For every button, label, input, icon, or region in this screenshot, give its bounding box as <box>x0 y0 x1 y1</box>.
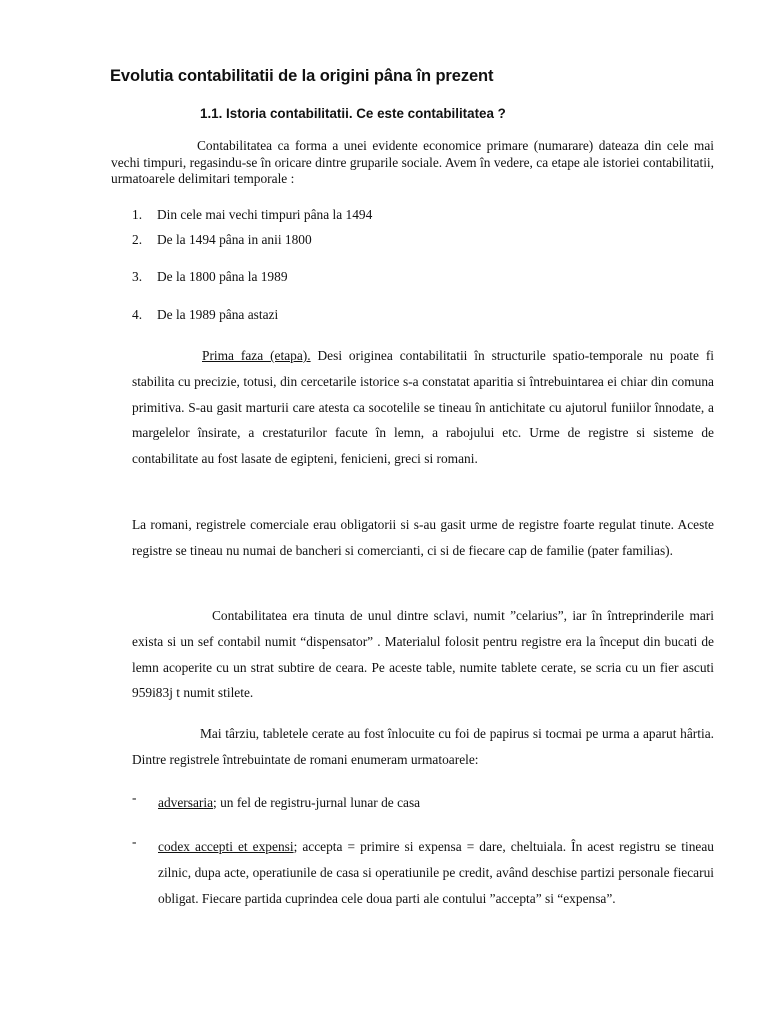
bullet-description: ; accepta = primire si expensa = dare, cheltuiala. În acest registru se tineau zilnic, dupa acte, operatiunile de casa si operatiunile pe credit, având deschise partizi personale fiecarui obligat. Fiecare partida cuprindea cele doua parti ale contului ”accepta” si “expensa”. <box>158 839 714 906</box>
bullet-text <box>158 790 714 816</box>
list-text: Din cele mai vechi timpuri pâna la 1494 <box>157 207 373 222</box>
intro-text: Contabilitatea ca forma a unei evidente economice primare (numarare) dateaza din cele mai vechi timpuri, regasindu-se în oricare dintre gruparile sociale. Avem în vedere, ca etape ale istoriei contabilitatii, urmatoarele delimitari temporale : <box>111 138 714 186</box>
paragraph-text: Contabilitatea era tinuta de unul dintre sclavi, numit ”celarius”, iar în întreprinderile mari exista si un sef contabil numit “dispensator” . Materialul folosit pentru registre era la început din bucati de lemn acoperite cu un strat subtire de ceara. Pe aceste table, numite tablete cerate, se scria cu un fier ascuti 959i83j t numit stilete. <box>132 608 714 701</box>
dash-marker: - <box>132 834 137 849</box>
paragraph-celarius <box>132 603 714 706</box>
paragraph-text: Mai târziu, tabletele cerate au fost înlocuite cu foi de papirus si tocmai pe urma a aparut hârtia. Dintre registrele întrebuintate de romani enumeram urmatoarele: <box>132 726 714 767</box>
list-item <box>132 307 278 323</box>
paragraph-lead: Prima faza (etapa). <box>202 348 311 363</box>
list-text: De la 1989 pâna astazi <box>157 307 279 322</box>
list-number: 1. <box>132 207 143 222</box>
bullet-description: ; un fel de registru-jurnal lunar de casa <box>213 795 421 810</box>
list-item <box>132 232 312 248</box>
paragraph-text: La romani, registrele comerciale erau obligatorii si s-au gasit urme de registre foarte regulat tinute. Aceste registre se tineau nu numai de bancheri si comercianti, ci si de fiecare cap de familie (pater familias). <box>132 517 714 558</box>
paragraph-text: Desi originea contabilitatii în structurile spatio-temporale nu poate fi stabilita cu precizie, totusi, din cercetarile istorice s-a constatat aparitia si întrebuintarea ei chiar din comuna primitiva. S-au gasit marturii care atesta ca socotelile se tineau în antichitate cu ajutorul funiilor înnodate, a margelelor însirate, a crestaturilor facute în lemn, a rabojului etc. Urme de registre si sisteme de contabilitate au fost lasate de egipteni, fenicieni, greci si romani. <box>132 348 715 467</box>
bullet-text <box>158 834 714 912</box>
dash-marker: - <box>132 790 137 805</box>
list-text: De la 1800 pâna la 1989 <box>157 269 288 284</box>
section-heading: 1.1. Istoria contabilitatii. Ce este contabilitatea ? <box>200 106 506 121</box>
paragraph-romani <box>132 512 714 564</box>
paragraph-papirus <box>132 721 714 773</box>
paragraph-prima-faza <box>132 343 714 472</box>
intro-paragraph <box>111 138 714 188</box>
list-number: 3. <box>132 269 143 284</box>
document-title: Evolutia contabilitatii de la origini pâna în prezent <box>110 67 494 85</box>
list-text: De la 1494 pâna in anii 1800 <box>157 232 312 247</box>
list-number: 4. <box>132 307 143 322</box>
bullet-term: adversaria <box>158 795 214 810</box>
list-number: 2. <box>132 232 143 247</box>
list-item <box>132 207 372 223</box>
list-item <box>132 269 288 285</box>
bullet-term: codex accepti et expensi <box>158 839 294 854</box>
